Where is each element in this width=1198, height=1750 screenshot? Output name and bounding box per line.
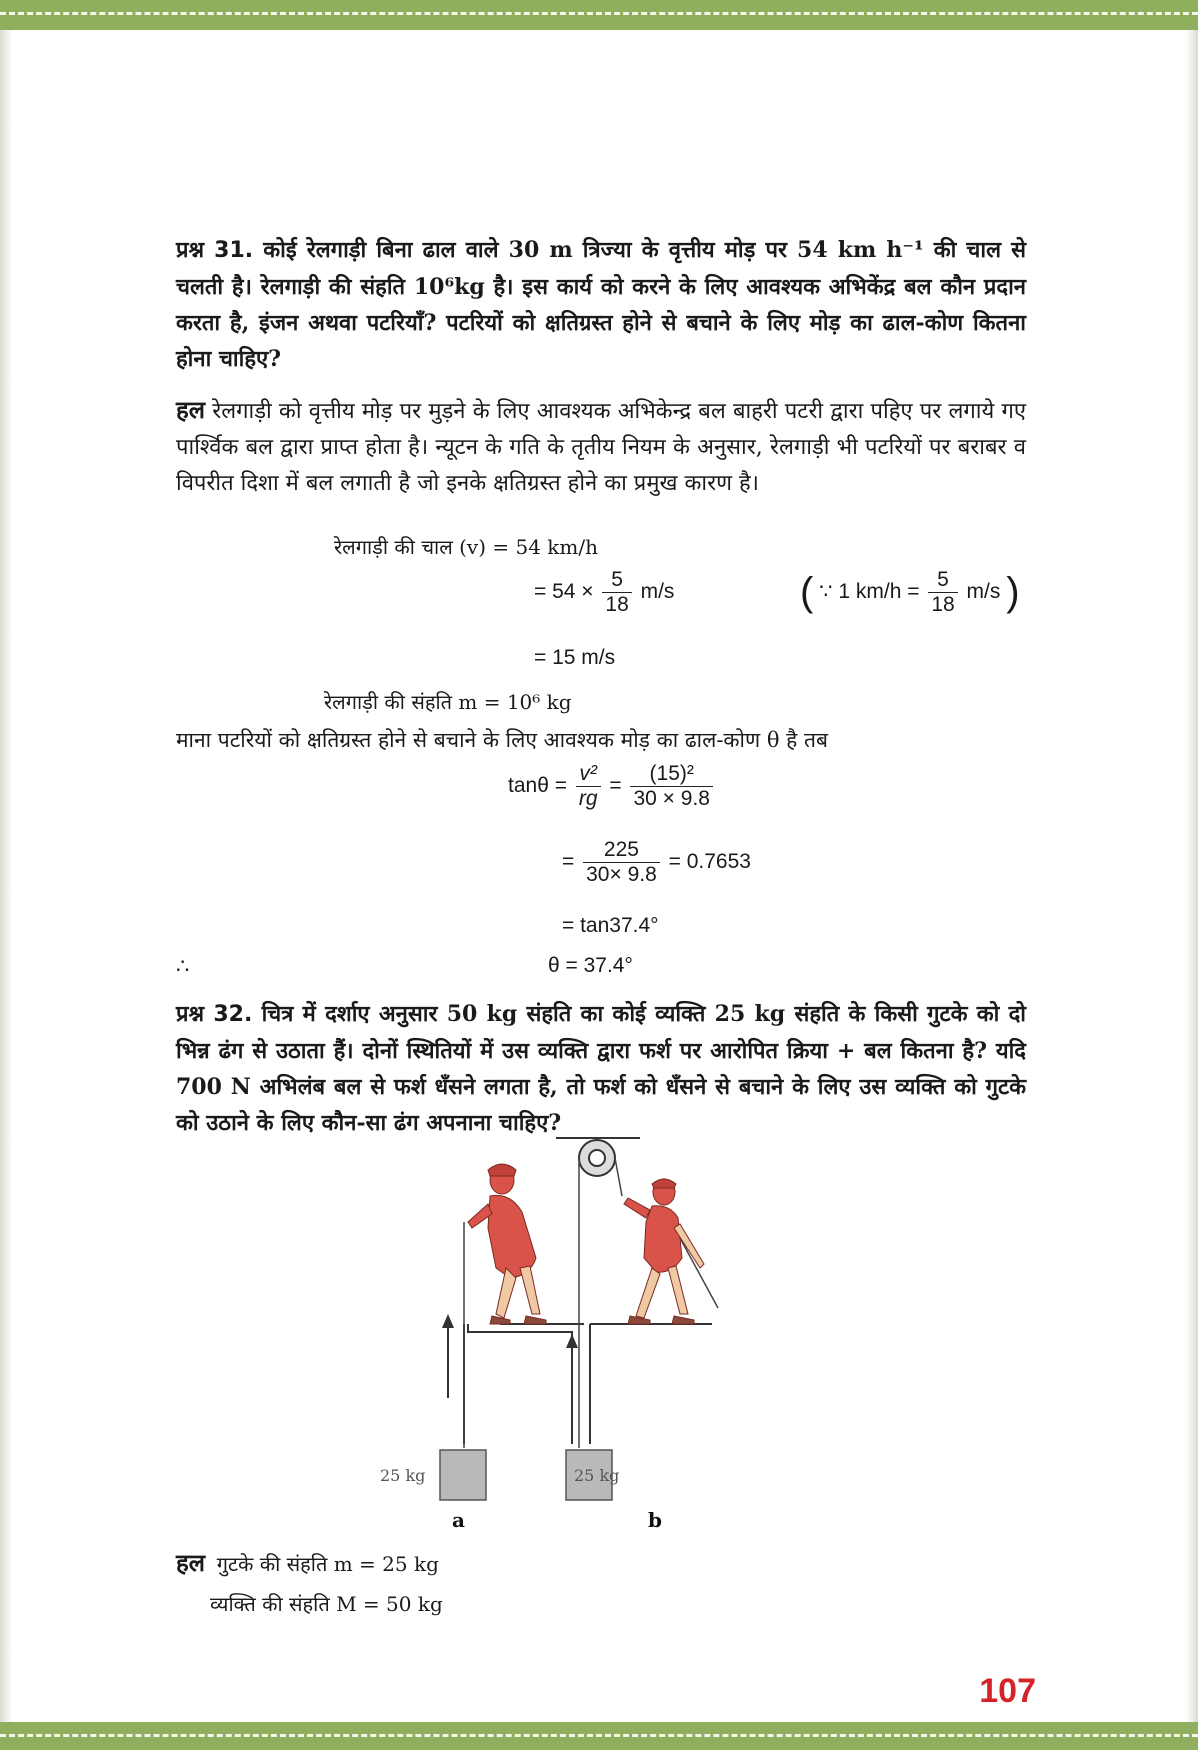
caption-b: b [648, 1508, 662, 1532]
tan-equation: tanθ = $\frac{\text{v²}}{rg}$ = $\frac{\text{(15)²}}{30 \times 9.8}$ [508, 762, 716, 811]
page-edge-right [1186, 30, 1198, 1722]
speed-conversion: = 54 × $\frac{5}{18}$ m/s [534, 568, 675, 616]
page-number: 107 [979, 1672, 1036, 1710]
therefore-symbol: ∴ [176, 955, 190, 978]
question-31 [176, 232, 1026, 377]
question-31-text: कोई रेलगाड़ी बिना ढाल वाले 30 m त्रिज्या के वृत्तीय मोड़ पर 54 km h⁻¹ की चाल से चलती है। रेलगाड़ी की संहति 10⁶kg है। इस कार्य को करने के लिए आवश्यक अभिकेंद्र बल कौन प्रदान करता है, इंजन अथवा पटरियाँ? पटरियों को क्षतिग्रस्त होने से बचाने के लिए मोड़ का ढाल-कोण कितना होना चाहिए? [176, 237, 1026, 372]
solution-31-label: हल [176, 396, 206, 424]
block-b-mass: 25 kg [574, 1466, 620, 1485]
speed-line: रेलगाड़ी की चाल (v) = 54 km/h [334, 535, 598, 559]
question-32-label: प्रश्न 32. [176, 1002, 253, 1027]
person-b [624, 1179, 704, 1324]
solution-32-person-mass: व्यक्ति की संहति M = 50 kg [210, 1592, 443, 1616]
tan-step3: = tan37.4° [562, 914, 659, 937]
solution-32-block-mass: हल गुटके की संहति m = 25 kg [176, 1549, 439, 1577]
figure-b [556, 1118, 718, 1500]
tan-step2: = $\frac{225}{30\times 9.8}$ = 0.7653 [562, 838, 751, 886]
page-edge-left [0, 30, 12, 1722]
theta-result: θ = 37.4° [548, 954, 633, 977]
figure-lifting-block [360, 1118, 820, 1538]
speed-result: = 15 m/s [534, 646, 616, 669]
solution-31-intro [176, 392, 1026, 502]
unit-conversion-note: ( ∵ 1 km/h = $\frac{5}{18}$ m/s ) [800, 568, 1020, 616]
figure-a [440, 1118, 584, 1538]
person-a [468, 1164, 546, 1324]
assume-line: माना पटरियों को क्षतिग्रस्त होने से बचाने के लिए आवश्यक मोड़ का ढाल-कोण θ है तब [176, 728, 828, 752]
mass-line: रेलगाड़ी की संहति m = 10⁶ kg [324, 690, 572, 714]
page-border-bottom [0, 1722, 1198, 1750]
caption-a: a [452, 1508, 465, 1532]
block-a-mass: 25 kg [380, 1466, 426, 1485]
question-32-text: चित्र में दर्शाए अनुसार 50 kg संहति का कोई व्यक्ति 25 kg संहति के किसी गुटके को दो भिन्न ढंग से उठाता हैं। दोनों स्थितियों में उस व्यक्ति द्वारा फर्श पर आरोपित क्रिया + बल कितना है? यदि 700 N अभिलंब बल से फर्श धँसने लगता है, तो फर्श को धँसने से बचाने के लिए उस व्यक्ति को गुटके को उठाने के लिए कौन-सा ढंग अपनाना चाहिए? [176, 1001, 1026, 1136]
solution-31-text: रेलगाड़ी को वृत्तीय मोड़ पर मुड़ने के लिए आवश्यक अभिकेन्द्र बल बाहरी पटरी द्वारा पहिए पर लगाये गए पार्श्विक बल द्वारा प्राप्त होता है। न्यूटन के गति के तृतीय नियम के अनुसार, रेलगाड़ी भी पटरियों पर बराबर व विपरीत दिशा में बल लगाती है जो इनके क्षतिग्रस्त होने का प्रमुख कारण है। [176, 399, 1026, 496]
question-31-label: प्रश्न 31. [176, 238, 254, 263]
page-border-top [0, 0, 1198, 30]
block-a [440, 1450, 486, 1500]
fraction-5-18: $\frac{5}{18}$ [602, 568, 631, 617]
solution-32-label: हल [176, 1549, 206, 1577]
